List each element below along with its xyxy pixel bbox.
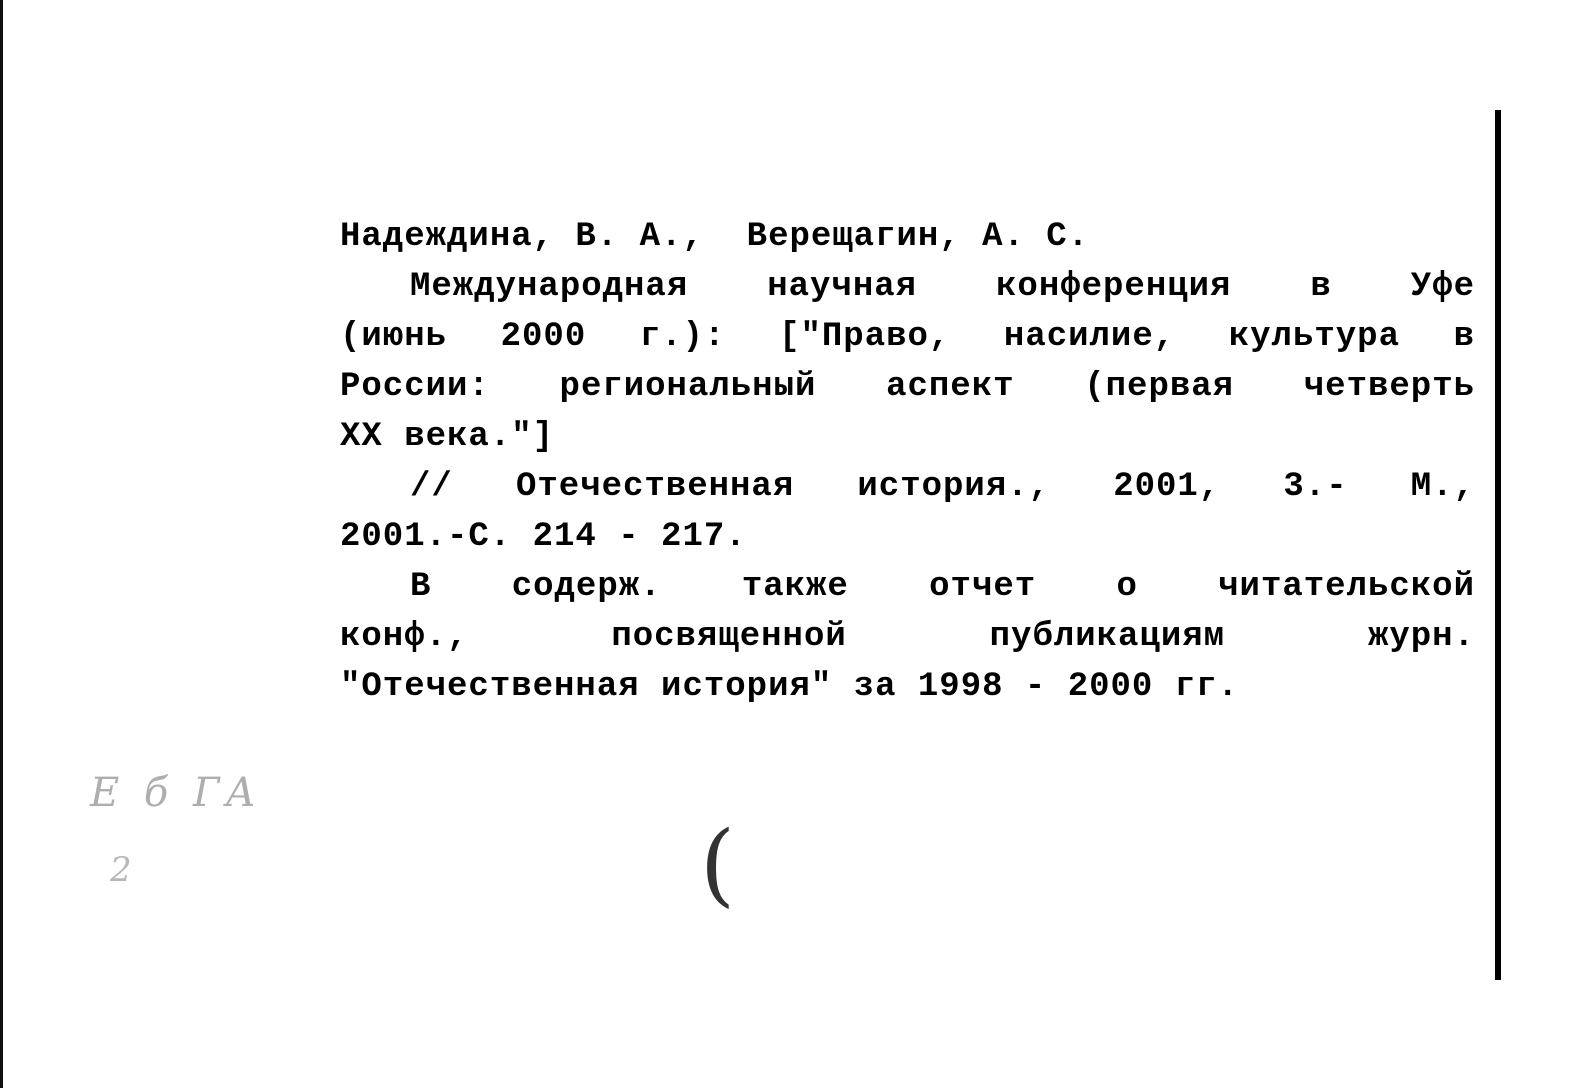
handwritten-shelfmark: Е б ГА bbox=[90, 770, 262, 816]
title-line-3: России: региональный аспект (первая четверть bbox=[340, 368, 1475, 406]
title-line-1: Международная научная конференция в Уфе bbox=[410, 268, 1475, 306]
title-line-4: XX века."] bbox=[340, 418, 555, 456]
source-line-1: // Отечественная история., 2001, 3.- М., bbox=[410, 468, 1475, 506]
authors-line: Надеждина, В. А., Верещагин, А. С. bbox=[340, 218, 1090, 256]
source-line-2: 2001.-С. 214 - 217. bbox=[340, 518, 747, 556]
note-line-1: В содерж. также отчет о читательской bbox=[410, 568, 1475, 606]
handwritten-annotation bbox=[90, 770, 390, 930]
note-line-2: конф., посвященной публикациям журн. bbox=[340, 618, 1475, 656]
bibliographic-entry bbox=[340, 212, 1475, 712]
handwritten-parenthesis-mark: ( bbox=[700, 812, 736, 917]
handwritten-number: 2 bbox=[110, 850, 132, 890]
left-edge-border bbox=[0, 0, 3, 1088]
right-vertical-rule bbox=[1495, 110, 1501, 980]
title-line-2: (июнь 2000 г.): ["Право, насилие, культура в bbox=[340, 318, 1475, 356]
note-line-3: "Отечественная история" за 1998 - 2000 гг. bbox=[340, 668, 1239, 706]
